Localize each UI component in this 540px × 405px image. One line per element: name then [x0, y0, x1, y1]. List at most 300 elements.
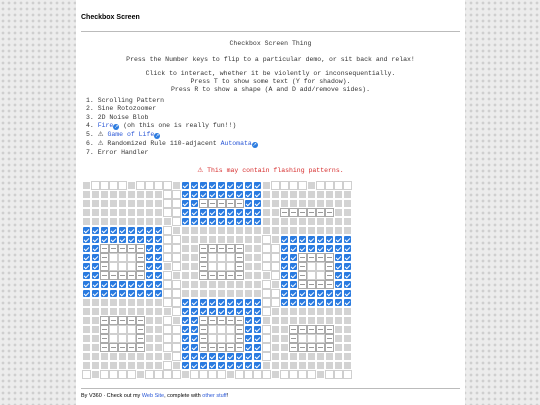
- checkbox[interactable]: [154, 316, 163, 325]
- automata-link[interactable]: Automata: [220, 140, 252, 148]
- checkbox[interactable]: [343, 190, 352, 199]
- checkbox[interactable]: [154, 307, 163, 316]
- checkbox[interactable]: [82, 370, 91, 379]
- checkbox[interactable]: [163, 181, 172, 190]
- checkbox[interactable]: [109, 199, 118, 208]
- checkbox[interactable]: [298, 208, 307, 217]
- checkbox[interactable]: [253, 280, 262, 289]
- checkbox[interactable]: [289, 199, 298, 208]
- checkbox[interactable]: [289, 253, 298, 262]
- checkbox[interactable]: [172, 370, 181, 379]
- checkbox[interactable]: [181, 199, 190, 208]
- checkbox[interactable]: [190, 217, 199, 226]
- checkbox[interactable]: [136, 343, 145, 352]
- checkbox[interactable]: [127, 208, 136, 217]
- checkbox[interactable]: [217, 289, 226, 298]
- checkbox[interactable]: [262, 235, 271, 244]
- checkbox[interactable]: [271, 217, 280, 226]
- checkbox[interactable]: [127, 361, 136, 370]
- checkbox[interactable]: [172, 262, 181, 271]
- checkbox[interactable]: [289, 316, 298, 325]
- checkbox[interactable]: [190, 235, 199, 244]
- checkbox[interactable]: [82, 235, 91, 244]
- checkbox[interactable]: [226, 316, 235, 325]
- checkbox[interactable]: [145, 280, 154, 289]
- checkbox[interactable]: [316, 307, 325, 316]
- checkbox[interactable]: [244, 298, 253, 307]
- checkbox[interactable]: [244, 370, 253, 379]
- checkbox[interactable]: [244, 208, 253, 217]
- checkbox[interactable]: [118, 199, 127, 208]
- checkbox[interactable]: [226, 361, 235, 370]
- checkbox[interactable]: [100, 262, 109, 271]
- checkbox[interactable]: [316, 244, 325, 253]
- checkbox[interactable]: [316, 226, 325, 235]
- checkbox[interactable]: [325, 298, 334, 307]
- checkbox[interactable]: [307, 217, 316, 226]
- checkbox[interactable]: [298, 289, 307, 298]
- checkbox[interactable]: [136, 289, 145, 298]
- checkbox[interactable]: [244, 316, 253, 325]
- checkbox[interactable]: [334, 316, 343, 325]
- checkbox[interactable]: [343, 325, 352, 334]
- checkbox[interactable]: [118, 181, 127, 190]
- checkbox[interactable]: [262, 352, 271, 361]
- checkbox[interactable]: [226, 253, 235, 262]
- checkbox[interactable]: [334, 262, 343, 271]
- checkbox[interactable]: [190, 262, 199, 271]
- checkbox[interactable]: [298, 325, 307, 334]
- checkbox[interactable]: [280, 325, 289, 334]
- checkbox[interactable]: [163, 334, 172, 343]
- checkbox[interactable]: [145, 325, 154, 334]
- checkbox[interactable]: [271, 361, 280, 370]
- checkbox[interactable]: [253, 190, 262, 199]
- checkbox[interactable]: [109, 244, 118, 253]
- checkbox[interactable]: [307, 262, 316, 271]
- checkbox[interactable]: [217, 343, 226, 352]
- checkbox[interactable]: [172, 334, 181, 343]
- checkbox[interactable]: [217, 190, 226, 199]
- checkbox[interactable]: [262, 181, 271, 190]
- checkbox[interactable]: [289, 271, 298, 280]
- checkbox[interactable]: [208, 271, 217, 280]
- checkbox[interactable]: [289, 352, 298, 361]
- checkbox[interactable]: [271, 280, 280, 289]
- checkbox[interactable]: [280, 307, 289, 316]
- checkbox[interactable]: [154, 352, 163, 361]
- checkbox[interactable]: [154, 361, 163, 370]
- checkbox[interactable]: [127, 253, 136, 262]
- checkbox[interactable]: [334, 352, 343, 361]
- checkbox[interactable]: [145, 181, 154, 190]
- checkbox[interactable]: [307, 361, 316, 370]
- checkbox[interactable]: [316, 190, 325, 199]
- checkbox[interactable]: [208, 307, 217, 316]
- checkbox[interactable]: [298, 352, 307, 361]
- checkbox[interactable]: [172, 217, 181, 226]
- checkbox[interactable]: [109, 361, 118, 370]
- checkbox[interactable]: [289, 370, 298, 379]
- checkbox[interactable]: [298, 226, 307, 235]
- checkbox[interactable]: [118, 244, 127, 253]
- checkbox[interactable]: [289, 280, 298, 289]
- checkbox[interactable]: [82, 208, 91, 217]
- checkbox[interactable]: [280, 352, 289, 361]
- checkbox[interactable]: [145, 190, 154, 199]
- checkbox[interactable]: [208, 316, 217, 325]
- checkbox[interactable]: [127, 352, 136, 361]
- checkbox[interactable]: [100, 298, 109, 307]
- checkbox[interactable]: [127, 226, 136, 235]
- checkbox[interactable]: [325, 181, 334, 190]
- checkbox[interactable]: [208, 181, 217, 190]
- checkbox[interactable]: [118, 352, 127, 361]
- checkbox[interactable]: [343, 343, 352, 352]
- checkbox[interactable]: [199, 253, 208, 262]
- checkbox[interactable]: [235, 244, 244, 253]
- checkbox[interactable]: [190, 181, 199, 190]
- checkbox[interactable]: [154, 199, 163, 208]
- checkbox[interactable]: [154, 334, 163, 343]
- checkbox[interactable]: [118, 316, 127, 325]
- checkbox[interactable]: [307, 334, 316, 343]
- checkbox[interactable]: [181, 280, 190, 289]
- checkbox[interactable]: [145, 217, 154, 226]
- checkbox[interactable]: [226, 181, 235, 190]
- checkbox[interactable]: [127, 217, 136, 226]
- checkbox[interactable]: [109, 298, 118, 307]
- checkbox[interactable]: [127, 298, 136, 307]
- checkbox[interactable]: [298, 217, 307, 226]
- checkbox[interactable]: [127, 370, 136, 379]
- checkbox[interactable]: [325, 262, 334, 271]
- checkbox[interactable]: [127, 307, 136, 316]
- checkbox[interactable]: [100, 208, 109, 217]
- checkbox[interactable]: [271, 334, 280, 343]
- checkbox[interactable]: [298, 370, 307, 379]
- checkbox[interactable]: [289, 334, 298, 343]
- checkbox[interactable]: [82, 190, 91, 199]
- checkbox[interactable]: [235, 370, 244, 379]
- checkbox[interactable]: [199, 316, 208, 325]
- checkbox[interactable]: [289, 208, 298, 217]
- checkbox[interactable]: [100, 343, 109, 352]
- checkbox[interactable]: [262, 253, 271, 262]
- checkbox[interactable]: [127, 343, 136, 352]
- checkbox[interactable]: [82, 262, 91, 271]
- checkbox[interactable]: [289, 343, 298, 352]
- checkbox[interactable]: [235, 226, 244, 235]
- checkbox[interactable]: [226, 298, 235, 307]
- checkbox[interactable]: [244, 325, 253, 334]
- checkbox[interactable]: [181, 307, 190, 316]
- checkbox[interactable]: [343, 208, 352, 217]
- checkbox[interactable]: [280, 298, 289, 307]
- checkbox[interactable]: [145, 208, 154, 217]
- checkbox[interactable]: [190, 208, 199, 217]
- checkbox[interactable]: [325, 217, 334, 226]
- checkbox[interactable]: [199, 352, 208, 361]
- checkbox[interactable]: [172, 226, 181, 235]
- checkbox[interactable]: [271, 181, 280, 190]
- checkbox[interactable]: [136, 352, 145, 361]
- checkbox[interactable]: [100, 352, 109, 361]
- checkbox[interactable]: [244, 334, 253, 343]
- checkbox[interactable]: [289, 235, 298, 244]
- checkbox[interactable]: [325, 199, 334, 208]
- checkbox[interactable]: [154, 370, 163, 379]
- checkbox[interactable]: [109, 343, 118, 352]
- checkbox[interactable]: [91, 181, 100, 190]
- checkbox[interactable]: [325, 343, 334, 352]
- checkbox[interactable]: [181, 226, 190, 235]
- checkbox[interactable]: [325, 271, 334, 280]
- checkbox[interactable]: [262, 208, 271, 217]
- checkbox[interactable]: [208, 244, 217, 253]
- checkbox[interactable]: [271, 199, 280, 208]
- checkbox[interactable]: [271, 289, 280, 298]
- checkbox[interactable]: [127, 325, 136, 334]
- checkbox[interactable]: [118, 298, 127, 307]
- checkbox[interactable]: [100, 325, 109, 334]
- checkbox[interactable]: [154, 226, 163, 235]
- checkbox[interactable]: [280, 235, 289, 244]
- checkbox[interactable]: [253, 334, 262, 343]
- checkbox[interactable]: [181, 289, 190, 298]
- checkbox[interactable]: [253, 325, 262, 334]
- checkbox[interactable]: [127, 334, 136, 343]
- checkbox[interactable]: [334, 226, 343, 235]
- checkbox[interactable]: [172, 352, 181, 361]
- checkbox[interactable]: [217, 298, 226, 307]
- checkbox[interactable]: [91, 352, 100, 361]
- checkbox[interactable]: [100, 253, 109, 262]
- checkbox[interactable]: [343, 244, 352, 253]
- checkbox[interactable]: [298, 298, 307, 307]
- checkbox[interactable]: [199, 289, 208, 298]
- checkbox[interactable]: [307, 244, 316, 253]
- checkbox[interactable]: [154, 244, 163, 253]
- checkbox[interactable]: [208, 199, 217, 208]
- checkbox[interactable]: [253, 298, 262, 307]
- checkbox[interactable]: [91, 190, 100, 199]
- checkbox[interactable]: [181, 343, 190, 352]
- checkbox[interactable]: [163, 226, 172, 235]
- checkbox[interactable]: [172, 208, 181, 217]
- checkbox[interactable]: [325, 307, 334, 316]
- checkbox[interactable]: [307, 181, 316, 190]
- checkbox[interactable]: [280, 190, 289, 199]
- checkbox[interactable]: [253, 226, 262, 235]
- checkbox[interactable]: [190, 289, 199, 298]
- checkbox[interactable]: [190, 307, 199, 316]
- checkbox[interactable]: [289, 361, 298, 370]
- checkbox[interactable]: [127, 190, 136, 199]
- checkbox[interactable]: [190, 199, 199, 208]
- checkbox[interactable]: [199, 244, 208, 253]
- checkbox[interactable]: [334, 280, 343, 289]
- checkbox[interactable]: [181, 235, 190, 244]
- checkbox[interactable]: [91, 271, 100, 280]
- checkbox[interactable]: [136, 271, 145, 280]
- checkbox[interactable]: [307, 199, 316, 208]
- checkbox[interactable]: [217, 244, 226, 253]
- checkbox[interactable]: [199, 334, 208, 343]
- checkbox[interactable]: [316, 217, 325, 226]
- checkbox[interactable]: [226, 226, 235, 235]
- checkbox[interactable]: [82, 343, 91, 352]
- checkbox[interactable]: [181, 190, 190, 199]
- checkbox[interactable]: [145, 235, 154, 244]
- checkbox[interactable]: [145, 370, 154, 379]
- checkbox[interactable]: [307, 325, 316, 334]
- checkbox[interactable]: [262, 280, 271, 289]
- checkbox[interactable]: [82, 280, 91, 289]
- checkbox[interactable]: [235, 208, 244, 217]
- checkbox[interactable]: [100, 271, 109, 280]
- checkbox[interactable]: [343, 253, 352, 262]
- checkbox[interactable]: [343, 370, 352, 379]
- checkbox[interactable]: [199, 280, 208, 289]
- checkbox[interactable]: [217, 253, 226, 262]
- checkbox[interactable]: [244, 190, 253, 199]
- checkbox[interactable]: [325, 289, 334, 298]
- checkbox[interactable]: [289, 217, 298, 226]
- fire-link[interactable]: Fire: [97, 121, 114, 129]
- checkbox[interactable]: [343, 298, 352, 307]
- checkbox[interactable]: [163, 235, 172, 244]
- checkbox[interactable]: [190, 253, 199, 262]
- checkbox[interactable]: [82, 199, 91, 208]
- checkbox[interactable]: [343, 235, 352, 244]
- checkbox[interactable]: [217, 334, 226, 343]
- checkbox[interactable]: [262, 271, 271, 280]
- checkbox[interactable]: [154, 208, 163, 217]
- checkbox[interactable]: [109, 235, 118, 244]
- checkbox[interactable]: [334, 334, 343, 343]
- checkbox[interactable]: [163, 325, 172, 334]
- checkbox[interactable]: [253, 253, 262, 262]
- checkbox[interactable]: [235, 190, 244, 199]
- checkbox[interactable]: [172, 298, 181, 307]
- checkbox[interactable]: [235, 307, 244, 316]
- checkbox[interactable]: [136, 190, 145, 199]
- checkbox[interactable]: [91, 262, 100, 271]
- checkbox[interactable]: [181, 298, 190, 307]
- checkbox[interactable]: [325, 316, 334, 325]
- checkbox[interactable]: [334, 343, 343, 352]
- checkbox[interactable]: [262, 298, 271, 307]
- checkbox[interactable]: [325, 361, 334, 370]
- checkbox[interactable]: [172, 199, 181, 208]
- checkbox[interactable]: [145, 334, 154, 343]
- checkbox[interactable]: [145, 262, 154, 271]
- checkbox[interactable]: [271, 325, 280, 334]
- checkbox[interactable]: [91, 289, 100, 298]
- checkbox[interactable]: [271, 307, 280, 316]
- checkbox[interactable]: [199, 181, 208, 190]
- checkbox[interactable]: [163, 307, 172, 316]
- checkbox[interactable]: [226, 352, 235, 361]
- checkbox[interactable]: [217, 262, 226, 271]
- checkbox[interactable]: [127, 199, 136, 208]
- checkbox[interactable]: [298, 271, 307, 280]
- checkbox[interactable]: [244, 244, 253, 253]
- checkbox[interactable]: [271, 370, 280, 379]
- checkbox[interactable]: [127, 280, 136, 289]
- checkbox[interactable]: [208, 352, 217, 361]
- checkbox[interactable]: [118, 190, 127, 199]
- checkbox[interactable]: [334, 217, 343, 226]
- checkbox[interactable]: [334, 289, 343, 298]
- checkbox[interactable]: [244, 352, 253, 361]
- checkbox[interactable]: [271, 262, 280, 271]
- checkbox[interactable]: [289, 190, 298, 199]
- checkbox[interactable]: [253, 271, 262, 280]
- checkbox[interactable]: [172, 343, 181, 352]
- checkbox[interactable]: [82, 289, 91, 298]
- checkbox[interactable]: [190, 190, 199, 199]
- checkbox[interactable]: [172, 289, 181, 298]
- checkbox[interactable]: [289, 262, 298, 271]
- checkbox[interactable]: [235, 343, 244, 352]
- checkbox[interactable]: [163, 262, 172, 271]
- checkbox[interactable]: [244, 289, 253, 298]
- checkbox[interactable]: [118, 271, 127, 280]
- checkbox[interactable]: [217, 325, 226, 334]
- checkbox[interactable]: [334, 235, 343, 244]
- checkbox[interactable]: [262, 361, 271, 370]
- checkbox[interactable]: [127, 316, 136, 325]
- checkbox[interactable]: [109, 370, 118, 379]
- checkbox[interactable]: [298, 316, 307, 325]
- checkbox[interactable]: [316, 271, 325, 280]
- checkbox[interactable]: [136, 325, 145, 334]
- checkbox[interactable]: [172, 307, 181, 316]
- checkbox[interactable]: [262, 190, 271, 199]
- checkbox[interactable]: [100, 181, 109, 190]
- checkbox[interactable]: [280, 199, 289, 208]
- checkbox[interactable]: [208, 325, 217, 334]
- checkbox[interactable]: [289, 181, 298, 190]
- checkbox[interactable]: [343, 271, 352, 280]
- checkbox[interactable]: [253, 217, 262, 226]
- checkbox[interactable]: [208, 343, 217, 352]
- checkbox[interactable]: [109, 208, 118, 217]
- checkbox[interactable]: [199, 208, 208, 217]
- checkbox[interactable]: [136, 199, 145, 208]
- web-site-link[interactable]: Web Site: [141, 393, 165, 399]
- checkbox[interactable]: [244, 307, 253, 316]
- checkbox[interactable]: [190, 298, 199, 307]
- checkbox[interactable]: [289, 325, 298, 334]
- checkbox[interactable]: [91, 307, 100, 316]
- checkbox[interactable]: [109, 226, 118, 235]
- checkbox[interactable]: [253, 289, 262, 298]
- checkbox[interactable]: [181, 181, 190, 190]
- checkbox[interactable]: [163, 190, 172, 199]
- checkbox[interactable]: [199, 298, 208, 307]
- checkbox[interactable]: [199, 199, 208, 208]
- checkbox[interactable]: [217, 226, 226, 235]
- checkbox[interactable]: [226, 199, 235, 208]
- checkbox[interactable]: [316, 343, 325, 352]
- checkbox[interactable]: [226, 262, 235, 271]
- checkbox[interactable]: [109, 190, 118, 199]
- checkbox[interactable]: [343, 334, 352, 343]
- checkbox[interactable]: [118, 325, 127, 334]
